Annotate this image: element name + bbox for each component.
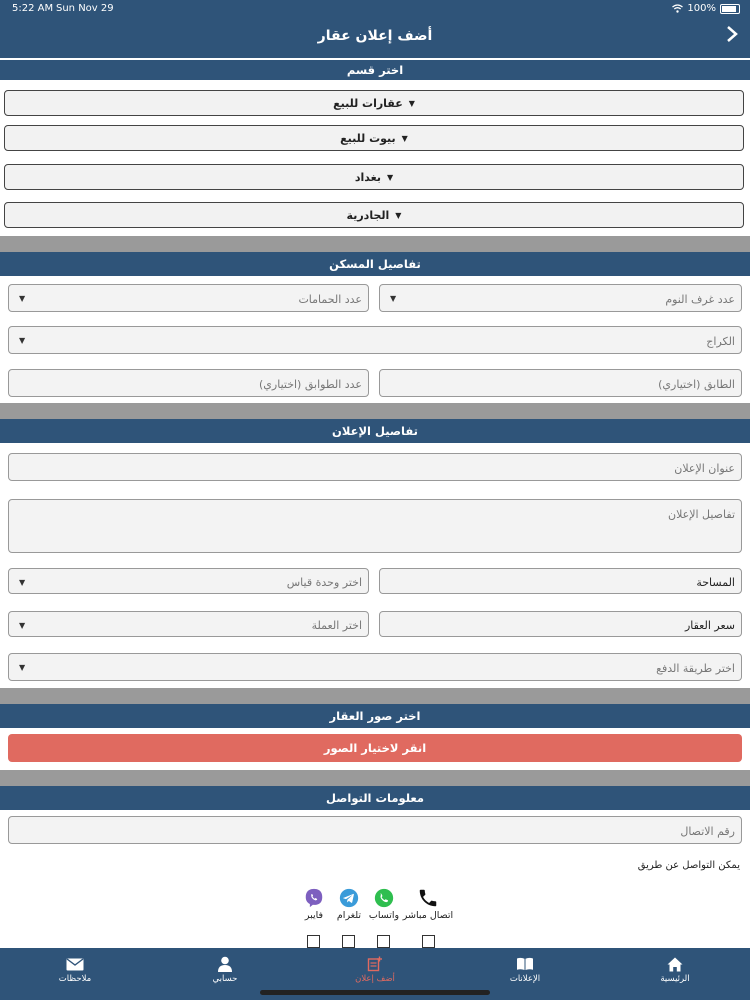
checkbox-telegram[interactable] bbox=[342, 935, 355, 948]
select-city[interactable] bbox=[4, 164, 744, 190]
contact-option-label: فايبر bbox=[304, 910, 324, 921]
contact-note: يمكن التواصل عن طريق bbox=[637, 860, 740, 871]
payment-select[interactable] bbox=[8, 653, 742, 681]
status-date: Sun Nov 29 bbox=[56, 3, 114, 14]
wifi-icon bbox=[672, 4, 683, 13]
caret-down-icon: ▼ bbox=[19, 621, 26, 630]
ad-header: تفاصيل الإعلان bbox=[0, 419, 750, 443]
caret-down-icon: ▼ bbox=[386, 172, 394, 182]
payment-label: اختر طريقة الدفع bbox=[656, 662, 735, 675]
checkbox-direct[interactable] bbox=[422, 935, 435, 948]
caret-down-icon: ▼ bbox=[19, 663, 26, 672]
bathrooms-label: عدد الحمامات bbox=[298, 293, 362, 306]
section-separator bbox=[0, 236, 750, 252]
user-icon bbox=[217, 954, 233, 974]
tab-ads-label: الإعلانات bbox=[509, 974, 541, 984]
section-separator bbox=[0, 688, 750, 704]
select-section[interactable] bbox=[4, 90, 744, 116]
ad-title-input[interactable] bbox=[8, 453, 742, 481]
floors-count-input[interactable] bbox=[8, 369, 369, 397]
choose-photos-button[interactable]: انقر لاختيار الصور bbox=[8, 734, 742, 762]
select-type[interactable] bbox=[4, 125, 744, 151]
add-ad-icon bbox=[367, 954, 383, 974]
tab-home-label: الرئيسية bbox=[660, 974, 690, 984]
caret-down-icon: ▼ bbox=[390, 294, 397, 303]
tab-account-label: حسابي bbox=[212, 974, 238, 984]
caret-down-icon: ▼ bbox=[408, 98, 415, 108]
bathrooms-select[interactable] bbox=[8, 284, 369, 312]
caret-down-icon: ▼ bbox=[19, 336, 26, 345]
contact-option-label: واتساب bbox=[368, 910, 400, 921]
status-right bbox=[672, 3, 740, 14]
select-section-value: عقارات للبيع bbox=[333, 96, 403, 110]
tab-notes-label: ملاحظات bbox=[58, 974, 92, 984]
caret-down-icon: ▼ bbox=[19, 294, 26, 303]
tab-add-ad-label: أضف إعلان bbox=[355, 974, 395, 984]
book-icon bbox=[516, 954, 534, 974]
caret-down-icon: ▼ bbox=[19, 578, 26, 587]
garage-label: الكراج bbox=[706, 335, 735, 348]
tab-notes[interactable] bbox=[15, 954, 135, 984]
floors-count-placeholder: عدد الطوابق (اختياري) bbox=[259, 378, 362, 391]
area-label: المساحة bbox=[696, 576, 735, 589]
contact-option-telegram[interactable] bbox=[332, 886, 366, 921]
housing-header: تفاصيل المسكن bbox=[0, 252, 750, 276]
section-separator bbox=[0, 403, 750, 419]
telegram-icon bbox=[338, 886, 360, 910]
whatsapp-icon bbox=[373, 886, 395, 910]
mail-icon bbox=[66, 954, 84, 974]
phone-input[interactable] bbox=[8, 816, 742, 844]
tab-home[interactable] bbox=[615, 954, 735, 984]
select-type-value: بيوت للبيع bbox=[340, 131, 396, 145]
battery-percent: 100% bbox=[687, 3, 716, 14]
contact-option-direct[interactable] bbox=[400, 886, 456, 921]
contact-option-viber[interactable] bbox=[298, 886, 330, 921]
currency-select[interactable] bbox=[8, 611, 369, 637]
tab-ads[interactable] bbox=[465, 954, 585, 984]
select-district[interactable] bbox=[4, 202, 744, 228]
checkbox-whatsapp[interactable] bbox=[377, 935, 390, 948]
home-indicator bbox=[260, 990, 490, 995]
nav-bar bbox=[0, 18, 750, 58]
contact-header: معلومات التواصل bbox=[0, 786, 750, 810]
price-input[interactable] bbox=[379, 611, 742, 637]
tab-add-ad[interactable] bbox=[315, 954, 435, 984]
bedrooms-select[interactable] bbox=[379, 284, 742, 312]
contact-option-whatsapp[interactable] bbox=[366, 886, 402, 921]
battery-icon bbox=[720, 4, 740, 14]
category-header: اختر قسم bbox=[0, 60, 750, 80]
photos-header: اختر صور العقار bbox=[0, 704, 750, 728]
ad-title-placeholder: عنوان الإعلان bbox=[674, 462, 735, 475]
home-icon bbox=[667, 954, 683, 974]
caret-down-icon: ▼ bbox=[401, 133, 408, 143]
currency-label: اختر العملة bbox=[311, 619, 362, 632]
garage-select[interactable] bbox=[8, 326, 742, 354]
contact-option-label: اتصال مباشر bbox=[402, 910, 454, 921]
phone-placeholder: رقم الاتصال bbox=[680, 825, 735, 838]
chevron-right-icon[interactable] bbox=[722, 24, 742, 49]
section-separator bbox=[0, 770, 750, 786]
checkbox-viber[interactable] bbox=[307, 935, 320, 948]
page-title: أضف إعلان عقار bbox=[317, 28, 433, 44]
select-city-value: بغداد bbox=[354, 170, 381, 184]
price-label: سعر العقار bbox=[684, 619, 735, 632]
floor-input[interactable] bbox=[379, 369, 742, 397]
tab-account[interactable] bbox=[165, 954, 285, 984]
status-time: 5:22 AM bbox=[12, 3, 54, 14]
unit-select[interactable] bbox=[8, 568, 369, 594]
select-district-value: الجادرية bbox=[346, 208, 390, 222]
phone-icon bbox=[417, 886, 439, 910]
viber-icon bbox=[303, 886, 325, 910]
bedrooms-label: عدد غرف النوم bbox=[665, 293, 735, 306]
ad-details-textarea[interactable] bbox=[8, 499, 742, 553]
area-input[interactable] bbox=[379, 568, 742, 594]
unit-label: اختر وحدة قياس bbox=[286, 576, 362, 589]
status-bar bbox=[0, 0, 750, 18]
floor-placeholder: الطابق (اختياري) bbox=[658, 378, 735, 391]
contact-option-label: تلغرام bbox=[336, 910, 362, 921]
caret-down-icon: ▼ bbox=[395, 210, 402, 220]
ad-details-placeholder: تفاصيل الإعلان bbox=[668, 508, 735, 521]
